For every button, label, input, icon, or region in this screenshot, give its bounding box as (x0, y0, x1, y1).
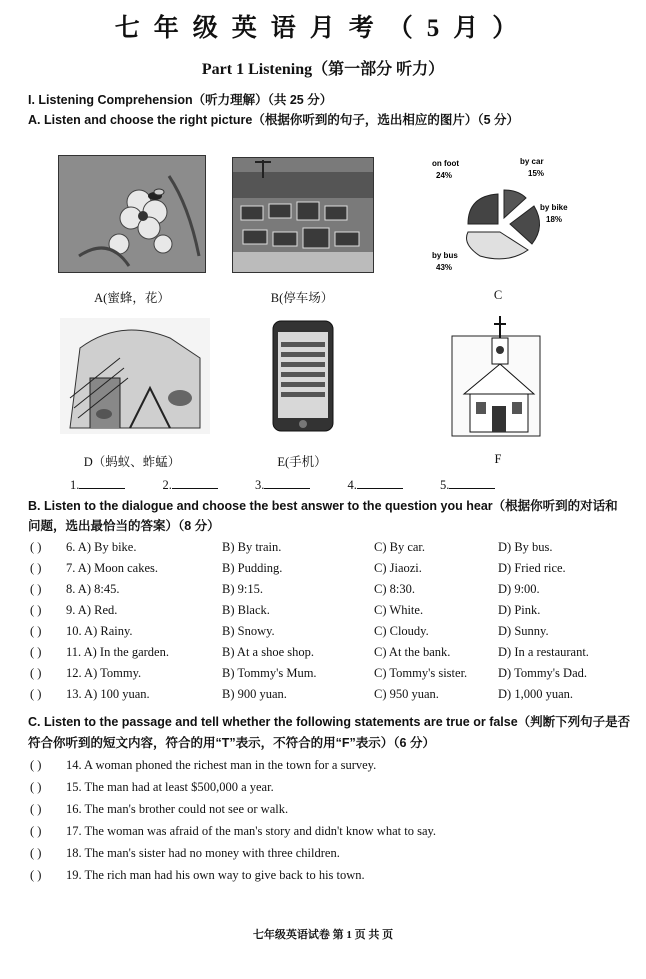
answer-slot[interactable]: ( ) (30, 846, 42, 860)
option-d: D) By bus. (498, 540, 553, 554)
option-c: C) At the bank. (374, 645, 451, 659)
option-b: B) By train. (222, 540, 282, 554)
section-c-heading-2: 符合你听到的短文内容，符合的用“T”表示，不符合的用“F”表示）（6 分） (28, 736, 435, 750)
option-d: D) In a restaurant. (498, 645, 589, 659)
option-b: B) 900 yuan. (222, 687, 287, 701)
picture-e-mobile-phone (272, 320, 334, 432)
question-row (30, 540, 630, 561)
pie-pct-on-foot: 24% (436, 171, 453, 180)
option-d: D) Tommy's Dad. (498, 666, 587, 680)
option-b: B) Snowy. (222, 624, 275, 638)
option-d: D) Fried rice. (498, 561, 566, 575)
option-num: 11. A) In the garden. (66, 645, 169, 659)
blank-5[interactable]: 5. (440, 476, 495, 493)
pie-pct-by-bike: 18% (546, 215, 563, 224)
question-row (30, 561, 630, 582)
option-num: 12. A) Tommy. (66, 666, 142, 680)
option-d: D) 1,000 yuan. (498, 687, 573, 701)
answer-slot[interactable]: ( ) (30, 603, 42, 617)
caption-f: F (494, 452, 502, 466)
statement-row (30, 780, 630, 802)
answer-slot[interactable]: ( ) (30, 624, 42, 638)
question-row (30, 666, 630, 687)
option-d: D) Pink. (498, 603, 541, 617)
answer-slot[interactable]: ( ) (30, 824, 42, 838)
section-b-heading-2: 问题，选出最恰当的答案）（8 分） (28, 519, 220, 533)
picture-a-bee-flower (58, 155, 206, 273)
caption-a: A(蜜蜂，花） (94, 291, 170, 305)
option-num: 7. A) Moon cakes. (66, 561, 158, 575)
picture-c-pie-chart (428, 152, 588, 276)
option-num: 9. A) Red. (66, 603, 118, 617)
statement-text: 17. The woman was afraid of the man's story and didn't know what to say. (66, 824, 437, 838)
answer-slot[interactable]: ( ) (30, 758, 42, 772)
pie-pct-by-bus: 43% (436, 263, 453, 272)
mobile-phone-icon (272, 320, 334, 432)
bee-flower-icon (59, 156, 205, 272)
section-b-heading-1: B. Listen to the dialogue and choose the best answer to the question you hear（根据你听到的对话和 (28, 499, 618, 513)
caption-c: C (493, 288, 503, 302)
question-row (30, 603, 630, 624)
pie-label-by-bus: by bus (432, 251, 458, 260)
option-c: C) By car. (374, 540, 426, 554)
option-c: C) Tommy's sister. (374, 666, 468, 680)
parking-lot-icon (233, 158, 373, 272)
pie-pct-by-car: 15% (528, 169, 545, 178)
blank-2[interactable]: 2. (163, 476, 218, 493)
answer-slot[interactable]: ( ) (30, 687, 42, 701)
blank-1[interactable]: 1. (70, 476, 125, 493)
statement-text: 16. The man's brother could not see or walk. (66, 802, 289, 816)
statement-text: 19. The rich man had his own way to give back to his town. (66, 868, 365, 882)
statement-row (30, 758, 630, 780)
answer-slot[interactable]: ( ) (30, 802, 42, 816)
answer-slot[interactable]: ( ) (30, 582, 42, 596)
option-num: 10. A) Rainy. (66, 624, 133, 638)
answer-slot[interactable]: ( ) (30, 540, 42, 554)
option-c: C) Jiaozi. (374, 561, 422, 575)
question-row (30, 687, 630, 708)
church-icon (450, 316, 542, 438)
page-title: 七年级英语月考（5月） (114, 15, 532, 42)
caption-d: D（蚂蚁、蚱蜢） (83, 455, 181, 469)
statement-row (30, 868, 630, 890)
option-num: 6. A) By bike. (66, 540, 137, 554)
part-heading: Part 1 Listening（第一部分 听力） (201, 61, 445, 78)
pie-label-by-car: by car (520, 157, 544, 166)
section-a-heading: A. Listen and choose the right picture（根据你听到的句子，选出相应的图片）（5 分） (28, 113, 520, 127)
blank-3[interactable]: 3. (255, 476, 310, 493)
answer-slot[interactable]: ( ) (30, 666, 42, 680)
statement-row (30, 802, 630, 824)
answer-slot[interactable]: ( ) (30, 645, 42, 659)
question-row (30, 624, 630, 645)
statement-text: 18. The man's sister had no money with three children. (66, 846, 340, 860)
caption-e: E(手机） (277, 455, 327, 469)
picture-d-ant-grasshopper (60, 318, 210, 434)
option-c: C) 8:30. (374, 582, 415, 596)
option-c: C) Cloudy. (374, 624, 429, 638)
option-d: D) Sunny. (498, 624, 549, 638)
page-footer: 七年级英语试卷 第 1 页 共 页 (252, 929, 394, 941)
answer-slot[interactable]: ( ) (30, 561, 42, 575)
statement-row (30, 846, 630, 868)
pie-label-on-foot: on foot (432, 159, 460, 168)
ant-grasshopper-icon (60, 318, 210, 434)
section-b-questions (30, 540, 630, 708)
section-c-heading-1: C. Listen to the passage and tell whether the following statements are true or false（判断下列句子是否 (28, 715, 631, 729)
answer-slot[interactable]: ( ) (30, 868, 42, 882)
caption-b: B(停车场） (270, 291, 334, 305)
statement-row (30, 824, 630, 846)
option-b: B) Black. (222, 603, 270, 617)
option-c: C) White. (374, 603, 424, 617)
option-b: B) Tommy's Mum. (222, 666, 317, 680)
statement-text: 14. A woman phoned the richest man in the town for a survey. (66, 758, 377, 772)
option-b: B) Pudding. (222, 561, 283, 575)
pie-label-by-bike: by bike (540, 203, 568, 212)
answer-slot[interactable]: ( ) (30, 780, 42, 794)
answer-blanks (70, 476, 529, 493)
picture-f-church (450, 316, 542, 438)
section-1-heading: I. Listening Comprehension（听力理解）（共 25 分） (28, 93, 333, 107)
blank-4[interactable]: 4. (348, 476, 403, 493)
pie-chart-icon (428, 152, 588, 276)
option-d: D) 9:00. (498, 582, 540, 596)
option-num: 13. A) 100 yuan. (66, 687, 150, 701)
section-c-statements (30, 758, 630, 890)
option-b: B) 9:15. (222, 582, 263, 596)
option-b: B) At a shoe shop. (222, 645, 315, 659)
question-row (30, 582, 630, 603)
picture-b-parking-lot (232, 157, 374, 273)
option-c: C) 950 yuan. (374, 687, 439, 701)
option-num: 8. A) 8:45. (66, 582, 120, 596)
question-row (30, 645, 630, 666)
statement-text: 15. The man had at least $500,000 a year. (66, 780, 274, 794)
